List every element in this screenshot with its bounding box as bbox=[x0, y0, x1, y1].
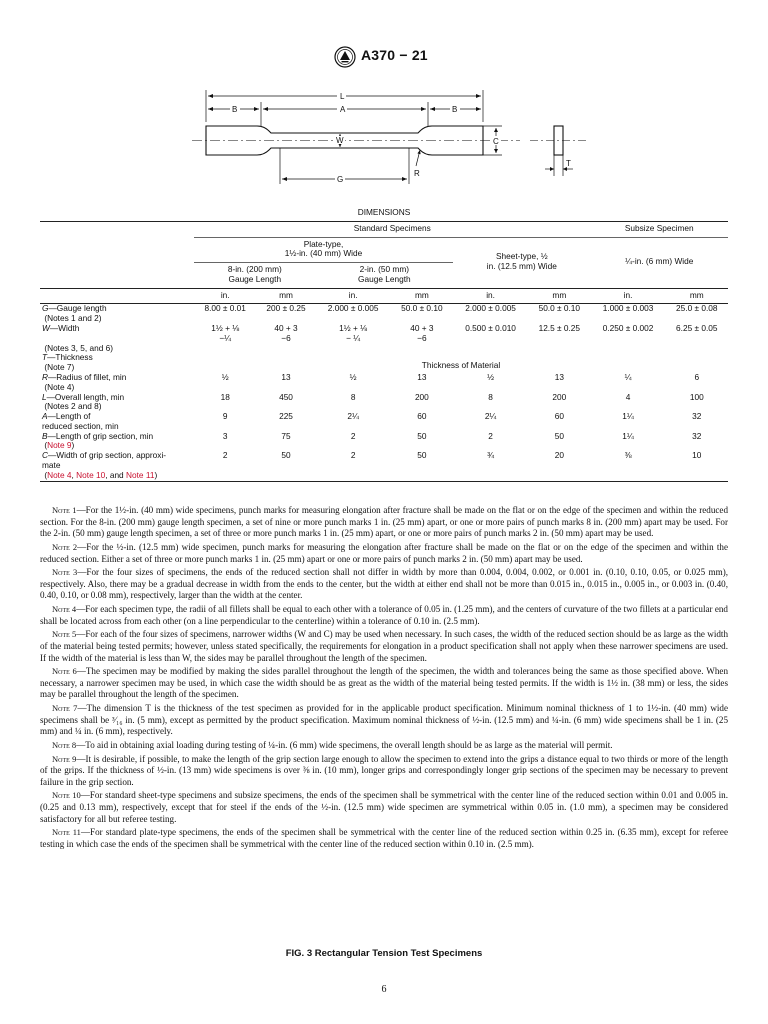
note-4-link[interactable]: Note 4 bbox=[47, 469, 72, 480]
note-paragraph: Note 7—The dimension T is the thickness of the test specimen as provided for in the applicable product specification. Minimum nominal thickness of 1 to 1½-in. (40 mm) wide specimens shall be ³⁄₁₆ in. (5 mm), except as permitted by the product specification. Maximum nominal thickness of ½-in. (12.5 mm) and ¼-in. (6 mm) wide specimens shall be 1 in. (25 mm) and ¼ in. (6 mm), respectively. bbox=[40, 703, 729, 737]
note-paragraph: Note 9—It is desirable, if possible, to make the length of the grip section large enough to allow the specimen to extend into the grips a distance equal to two thirds or more of the length of the grips. If the thickness of ½-in. (13 mm) wide specimens is over ⅜ in. (10 mm), longer grips and correspondingly longer grip sections of the specimen may be necessary to prevent failure in the grip section. bbox=[40, 753, 728, 787]
table-row: A—Length of reduced section, min 9 225 2¼ 60 2¼ 60 1¼ 32 bbox=[42, 411, 702, 431]
notes-section bbox=[40, 505, 728, 853]
note-11-link[interactable]: Note 11 bbox=[125, 469, 155, 480]
unit-header: mm bbox=[256, 288, 315, 304]
dimensions-table bbox=[40, 206, 728, 482]
subsize-width-header: ¼-in. (6 mm) Wide bbox=[625, 256, 694, 267]
dim-label-r: R bbox=[414, 169, 420, 178]
dim-label-w: W bbox=[336, 136, 344, 145]
unit-header: in. bbox=[194, 288, 256, 304]
gauge-2in-header: 2-in. (50 mm) Gauge Length bbox=[358, 264, 411, 284]
plate-type-header: Plate-type, 1½-in. (40 mm) Wide bbox=[194, 237, 453, 263]
dim-label-c: C bbox=[493, 137, 499, 146]
gauge-8in-header: 8-in. (200 mm) Gauge Length bbox=[227, 264, 282, 284]
figure-caption: FIG. 3 Rectangular Tension Test Specimens bbox=[285, 948, 483, 959]
note-paragraph: Note 1—For the 1½-in. (40 mm) wide specimens, punch marks for measuring elongation after fracture shall be made on the flat or on the edge of the specimen and within the reduced section. For the 8-in. (200 mm) gauge length specimen, a set of nine or more punch marks 1 in. (25 mm) apart, or one or more pairs of punch marks 8 in. (200 mm) apart may be used. For the 2-in. (50 mm) gauge length specimen, a set of three or more punch marks 1 in. (25 mm) apart, or one or more pairs of punch marks 2 in. (50 mm) apart may be used. bbox=[40, 505, 728, 539]
dim-label-b-right: B bbox=[452, 105, 458, 114]
table-row: T—Thickness (Note 7) Thickness of Material bbox=[40, 353, 728, 373]
sheet-type-header: Sheet-type, ½ in. (12.5 mm) Wide bbox=[486, 251, 557, 272]
note-paragraph: Note 6—The specimen may be modified by making the sides parallel throughout the length of the specimen, the width and tolerances being the same as those specified above. When necessary, a narrower specimen may be used, in which case the width should be as great as the width of the material being tested permits. If the width is 1½ in. (38 mm) or less, the sides may be parallel throughout the length of the specimen. bbox=[40, 666, 728, 700]
unit-header: mm bbox=[391, 288, 453, 304]
note-paragraph: Note 2—For the ½-in. (12.5 mm) wide specimen, punch marks for measuring the elongation after fracture shall be made on the flat or on the edge of the specimen and within the reduced section. Either a set of three or more punch marks 1 in. (25 mm) apart or one or more pairs of punch marks 2 in. (50 mm) apart may be used. bbox=[40, 541, 728, 564]
group-subsize-header: Subsize Specimen bbox=[591, 221, 728, 237]
note-paragraph: Note 10—For standard sheet-type specimens and subsize specimens, the ends of the specimen shall be symmetrical with the center line of the reduced section within 0.01 and 0.005 in. (0.25 and 0.13 mm), respectively, except that for steel if the ends of the ½-in. (12.5 mm) wide specimen are symmetrical within 0.05 in. (1.0 mm), a specimen may be considered satisfactory for all but referee testing. bbox=[40, 790, 728, 824]
table-row: L—Overall length, min (Notes 2 and 8) 18 450 8 200 8 200 4 100 bbox=[42, 391, 704, 412]
note-paragraph: Note 3—For the four sizes of specimens, the ends of the reduced section shall not differ in width by more than 0.004, 0.004, 0.002, or 0.001 in. (0.10, 0.10, 0.05, or 0.025 mm), respectively. Also, there may be a gradual decrease in width from the ends to the center, but the width at either end shall not be more than 0.015 in., 0.015 in., 0.005 in., or 0.003 in. (0.40, 0.40, 0.10, or 0.08 mm), respectively, larger than the width at the center. bbox=[40, 567, 728, 601]
note-paragraph: Note 8—To aid in obtaining axial loading during testing of ¼-in. (6 mm) wide specimens, the overall length should be as large as the material will permit. bbox=[52, 739, 613, 750]
dim-label-l: L bbox=[340, 92, 345, 101]
note-paragraph: Note 5—For each of the four sizes of specimens, narrower widths (W and C) may be used when necessary. In such cases, the width of the reduced section should be as large as the width of the material being tested permits; however, unless stated specifically, the requirements for elongation in a product specification shall not apply when these narrower specimens are used. If the width of the material is less than W, the sides may be parallel throughout the length of the specimen. bbox=[40, 629, 728, 663]
table-row: G—Gauge length (Notes 1 and 2) 8.00 ± 0.01 200 ± 0.25 2.000 ± 0.005 50.0 ± 0.10 2.000 ± 0.005 50.0 ± 0.10 1.000 ± 0.003 25.0 ± 0.08 bbox=[42, 303, 718, 324]
dim-label-t: T bbox=[566, 159, 571, 168]
unit-header: mm bbox=[528, 288, 590, 304]
dim-label-g: G bbox=[337, 175, 344, 184]
table-row: W—Width (Notes 3, 5, and 6) 1½ + ⅛ −¼ 40 + 3 −6 1½ + ⅛ − ¼ 40 + 3 −6 0.500 ± 0.010 12.5 ± 0.25 0.250 ± 0.002 6.25 ± 0.05 bbox=[42, 323, 718, 353]
note-10-link[interactable]: Note 10 bbox=[76, 469, 106, 480]
group-standard-header: Standard Specimens bbox=[194, 221, 591, 237]
standard-designation: A370 − 21 bbox=[361, 47, 428, 63]
table-title: DIMENSIONS bbox=[40, 206, 728, 221]
table-row: R—Radius of fillet, min (Note 4) ½ 13 ½ 13 ½ 13 ¼ 6 bbox=[42, 371, 700, 392]
table-row: B—Length of grip section, min (Note 9) 3 75 2 50 2 50 1¼ 32 bbox=[42, 430, 702, 451]
note-paragraph: Note 11—For standard plate-type specimens, the ends of the specimen shall be symmetrical with the center line of the reduced section within 0.25 in. (6.35 mm), except for referee testing in which case the ends of the specimen shall be symmetrical with the center line of the reduced section within 0.10 in. (2.5 mm). bbox=[40, 827, 728, 849]
page-header bbox=[0, 44, 768, 72]
specimen-diagram bbox=[190, 82, 590, 202]
thickness-of-material: Thickness of Material bbox=[421, 360, 501, 371]
dim-label-a: A bbox=[340, 105, 346, 114]
note-paragraph: Note 4—For each specimen type, the radii of all fillets shall be equal to each other with a tolerance of 0.05 in. (1.25 mm), and the centers of curvature of the two fillets at a particular end shall be located across from each other (on a line perpendicular to the centerline) within a tolerance of 0.10 in. (2.5 mm). bbox=[40, 604, 728, 626]
unit-header: mm bbox=[666, 288, 728, 304]
unit-header: in. bbox=[591, 288, 666, 304]
astm-logo-icon bbox=[334, 46, 356, 68]
unit-header: in. bbox=[316, 288, 391, 304]
table-row: C—Width of grip section, approxi- mate (Note 4, Note 10, and Note 11) 2 50 2 50 ¾ 20 ⅜ 10 bbox=[40, 451, 728, 481]
page-number: 6 bbox=[381, 984, 387, 995]
note-9-link[interactable]: Note 9 bbox=[47, 440, 72, 451]
dim-label-b-left: B bbox=[232, 105, 238, 114]
unit-header: in. bbox=[453, 288, 528, 304]
